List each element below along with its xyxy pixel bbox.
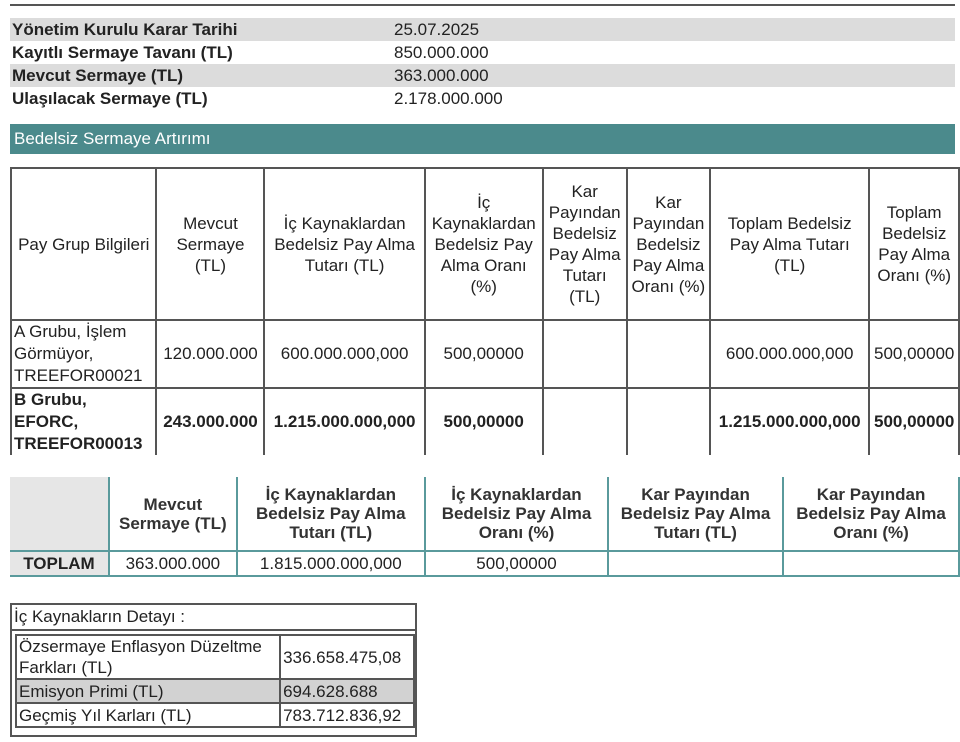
info-label: Yönetim Kurulu Karar Tarihi: [12, 19, 238, 39]
detail-value: 336.658.475,08: [280, 635, 414, 679]
column-header: Kar Payından Bedelsiz Pay Alma Tutarı (TL): [608, 477, 783, 551]
column-header: Mevcut Sermaye (TL): [109, 477, 237, 551]
column-header: İç Kaynaklardan Bedelsiz Pay Alma Oranı (%): [425, 477, 608, 551]
detail-title: İç Kaynakların Detayı :: [12, 605, 415, 631]
column-header: İç Kaynaklardan Bedelsiz Pay Alma Tutarı (TL): [264, 168, 424, 320]
column-header: İç Kaynaklardan Bedelsiz Pay Alma Oranı (%): [425, 168, 543, 320]
detail-table: [15, 634, 415, 728]
totals-row: [10, 551, 959, 576]
info-label: Ulaşılacak Sermaye (TL): [12, 88, 208, 108]
info-label: Kayıtlı Sermaye Tavanı (TL): [12, 42, 233, 62]
totals-table: [10, 477, 960, 577]
table-cell: 1.215.000.000,000: [710, 388, 869, 455]
table-cell: [608, 551, 783, 576]
section-header: Bedelsiz Sermaye Artırımı: [10, 124, 955, 154]
detail-label: Emisyon Primi (TL): [16, 679, 280, 703]
column-header: Kar Payından Bedelsiz Pay Alma Oranı (%): [627, 168, 710, 320]
info-label: Mevcut Sermaye (TL): [12, 65, 183, 85]
table-cell: 500,00000: [425, 320, 543, 388]
info-value: 25.07.2025: [394, 19, 480, 39]
table-cell: [543, 388, 627, 455]
totals-label: TOPLAM: [10, 551, 109, 576]
column-header: Kar Payından Bedelsiz Pay Alma Tutarı (TL): [543, 168, 627, 320]
table-row: [11, 388, 959, 455]
detail-row: [16, 635, 414, 679]
detail-value: 783.712.836,92: [280, 703, 414, 727]
info-row-current-capital: [10, 64, 955, 87]
table-cell: 500,00000: [425, 551, 608, 576]
column-header: Mevcut Sermaye (TL): [156, 168, 264, 320]
table-cell: [783, 551, 959, 576]
detail-label: Geçmiş Yıl Karları (TL): [16, 703, 280, 727]
info-row-target-capital: [10, 87, 955, 110]
table-cell: 243.000.000: [156, 388, 264, 455]
totals-corner: [10, 477, 109, 551]
info-row-registered-capital: [10, 41, 955, 64]
table-cell: 500,00000: [425, 388, 543, 455]
share-group-table: [10, 167, 960, 455]
totals-header-row: [10, 477, 959, 551]
table-cell: 1.215.000.000,000: [264, 388, 424, 455]
group-cell: A Grubu, İşlem Görmüyor, TREEFOR00021: [11, 320, 156, 388]
share-group-table-container[interactable]: [10, 167, 960, 455]
table-cell: [627, 320, 710, 388]
decision-info: [10, 18, 955, 110]
group-cell: B Grubu, EFORC, TREEFOR00013: [11, 388, 156, 455]
column-header: Kar Payından Bedelsiz Pay Alma Oranı (%): [783, 477, 959, 551]
table-cell: [627, 388, 710, 455]
table-cell: 363.000.000: [109, 551, 237, 576]
info-row-board-date: [10, 18, 955, 41]
info-value: 363.000.000: [394, 65, 489, 85]
table-cell: 120.000.000: [156, 320, 264, 388]
internal-resources-detail: [10, 603, 417, 737]
table-cell: 1.815.000.000,000: [237, 551, 425, 576]
info-value: 2.178.000.000: [394, 88, 503, 108]
column-header: Pay Grup Bilgileri: [11, 168, 156, 320]
table-cell: 600.000.000,000: [710, 320, 869, 388]
table-cell: 600.000.000,000: [264, 320, 424, 388]
top-divider: [10, 4, 955, 6]
column-header: Toplam Bedelsiz Pay Alma Tutarı (TL): [710, 168, 869, 320]
column-header: İç Kaynaklardan Bedelsiz Pay Alma Tutarı (TL): [237, 477, 425, 551]
table-cell: 500,00000: [869, 388, 959, 455]
detail-row: [16, 703, 414, 727]
detail-row: [16, 679, 414, 703]
detail-label: Özsermaye Enflasyon Düzeltme Farkları (TL): [16, 635, 280, 679]
info-value: 850.000.000: [394, 42, 489, 62]
table-cell: 500,00000: [869, 320, 959, 388]
table-header-row: [11, 168, 959, 320]
detail-value: 694.628.688: [280, 679, 414, 703]
totals-table-container[interactable]: [10, 477, 960, 577]
column-header: Toplam Bedelsiz Pay Alma Oranı (%): [869, 168, 959, 320]
table-row: [11, 320, 959, 388]
table-cell: [543, 320, 627, 388]
